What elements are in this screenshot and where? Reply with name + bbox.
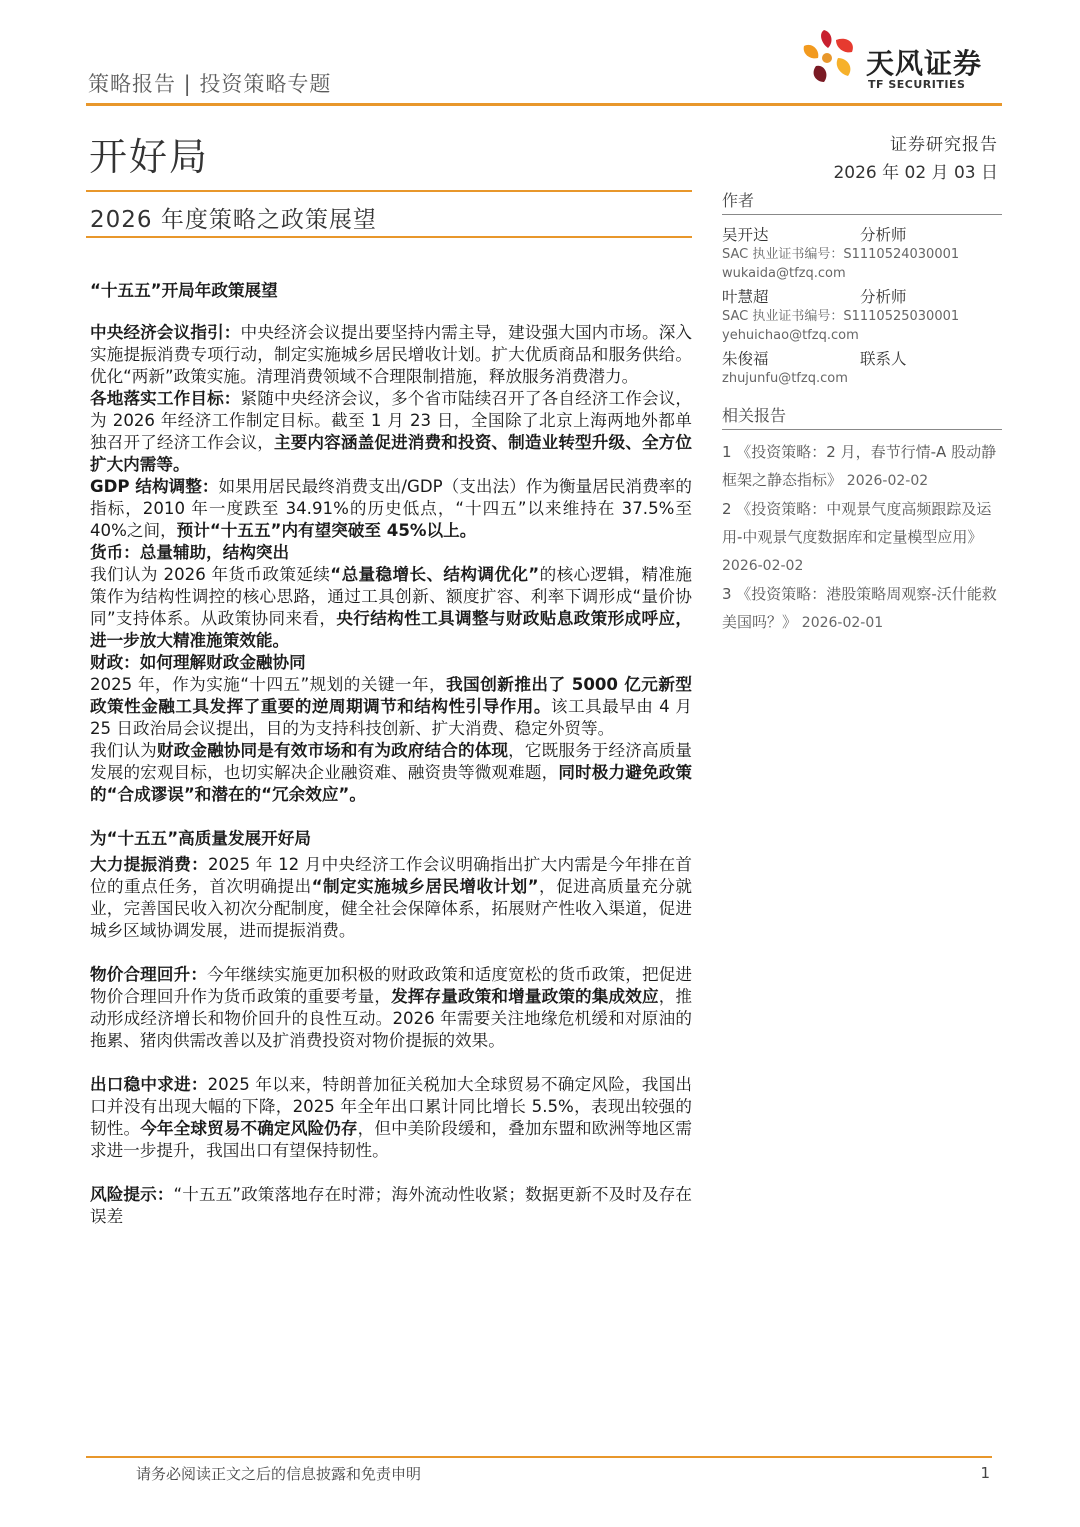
author-email[interactable]: wukaida@tfzq.com bbox=[722, 266, 846, 281]
logo-text: 天风证券 bbox=[866, 47, 983, 80]
section-heading-2: 为“十五五”高质量发展开好局 bbox=[90, 829, 311, 848]
paragraph-fiscal: 2025 年，作为实施“十四五”规划的关键一年，我国创新推出了 5000 亿元新型政策性金融工具发挥了重要的逆周期调节和结构性引导作用。该工具最早由 4 月 25 日政治局会议提出，目的为支持科技创新、扩大消费、稳定外贸等。 bbox=[90, 675, 693, 738]
main-body bbox=[90, 280, 692, 1228]
author-name: 朱俊福 bbox=[722, 350, 769, 368]
author-name: 吴开达 bbox=[722, 226, 769, 244]
related-reports-panel bbox=[722, 403, 1002, 637]
author-entry bbox=[722, 285, 1002, 345]
authors-label: 作者 bbox=[722, 191, 755, 210]
page-title: 开好局 bbox=[89, 135, 210, 179]
paragraph-monetary: 我们认为 2026 年货币政策延续“总量稳增长、结构调优化”的核心逻辑，精准施策作为结构性调控的核心思路，通过工具创新、额度扩容、利率下调形成“量价协同”支持体系。从政策协同来看，央行结构性工具调整与财政贴息政策形成呼应，进一步放大精准施策效能。 bbox=[90, 565, 693, 650]
paragraph-prices: 物价合理回升：今年继续实施更加积极的财政政策和适度宽松的货币政策，把促进物价合理回升作为货币政策的重要考量，发挥存量政策和增量政策的集成效应，推动形成经济增长和物价回升的良性互动。2026 年需要关注地缘危机缓和对原油的拖累、猪肉供需改善以及扩消费投资对物价提振的效果。 bbox=[90, 965, 693, 1050]
company-logo bbox=[796, 22, 1006, 102]
footer-divider bbox=[86, 1456, 992, 1458]
flower-logo-icon bbox=[796, 22, 866, 102]
paragraph-exports: 出口稳中求进：2025 年以来，特朗普加征关税加大全球贸易不确定风险，我国出口并没有出现大幅的下降，2025 年全年出口累计同比增长 5.5%，表现出较强的韧性。今年全球贸易不确定风险仍存，但中美阶段缓和，叠加东盟和欧洲等地区需求进一步提升，我国出口有望保持韧性。 bbox=[90, 1075, 693, 1160]
report-type: 证券研究报告 bbox=[890, 135, 998, 155]
related-divider bbox=[722, 429, 1002, 430]
related-report-item[interactable]: 2 《投资策略：中观景气度高频跟踪及运用-中观景气度数据库和定量模型应用》 2026-02-02 bbox=[722, 500, 992, 574]
author-entry bbox=[722, 347, 1002, 388]
section-heading-1: “十五五”开局年政策展望 bbox=[90, 281, 278, 300]
logo-subtext: TF SECURITIES bbox=[868, 78, 966, 91]
author-role: 分析师 bbox=[860, 288, 907, 306]
paragraph-consumption: 大力提振消费：2025 年 12 月中央经济工作会议明确指出扩大内需是今年排在首位的重点任务，首次明确提出“制定实施城乡居民增收计划”，促进高质量充分就业，完善国民收入初次分配制度，健全社会保障体系，拓展财产性收入渠道，促进城乡区域协调发展，进而提振消费。 bbox=[90, 855, 693, 940]
paragraph-central-meeting: 中央经济会议指引：中央经济会议提出要坚持内需主导，建设强大国内市场。深入实施提振消费专项行动，制定实施城乡居民增收计划。扩大优质商品和服务供给。优化“两新”政策实施。清理消费领域不合理限制措施，释放服务消费潜力。 bbox=[90, 323, 693, 386]
report-category: 策略报告 | 投资策略专题 bbox=[88, 72, 332, 96]
author-role: 联系人 bbox=[860, 350, 907, 368]
subheading-monetary: 货币：总量辅助，结构突出 bbox=[90, 543, 290, 562]
paragraph-risk: 风险提示：“十五五”政策落地存在时滞；海外流动性收紧；数据更新不及时及存在误差 bbox=[90, 1185, 692, 1226]
related-report-item[interactable]: 3 《投资策略：港股策略周观察-沃什能救美国吗？》 2026-02-01 bbox=[722, 585, 997, 631]
paragraph-fiscal-finance: 我们认为财政金融协同是有效市场和有为政府结合的体现，它既服务于经济高质量发展的宏观目标，也切实解决企业融资难、融资贵等微观难题，同时极力避免政策的“合成谬误”和潜在的“冗余效应”。 bbox=[90, 741, 693, 804]
related-report-item[interactable]: 1 《投资策略：2 月，春节行情-A 股动静框架之静态指标》 2026-02-02 bbox=[722, 443, 997, 489]
related-label: 相关报告 bbox=[722, 406, 787, 425]
author-entry bbox=[722, 223, 1002, 283]
footer-disclaimer: 请务必阅读正文之后的信息披露和免责申明 bbox=[136, 1465, 422, 1483]
page-subtitle: 2026 年度策略之政策展望 bbox=[90, 207, 377, 233]
paragraph-gdp-structure: GDP 结构调整：如果用居民最终消费支出/GDP（支出法）作为衡量居民消费率的指标，2010 年一度跌至 34.91%的历史低点，“十四五”以来维持在 37.5%至 40%之间，预计“十五五”内有望突破至 45%以上。 bbox=[90, 477, 692, 540]
subtitle-divider-top bbox=[86, 190, 692, 192]
report-date: 2026 年 02 月 03 日 bbox=[833, 163, 998, 183]
author-role: 分析师 bbox=[860, 226, 907, 244]
author-cert: SAC 执业证书编号：S1110525030001 bbox=[722, 309, 960, 324]
authors-panel bbox=[722, 188, 1002, 388]
author-cert: SAC 执业证书编号：S1110524030001 bbox=[722, 247, 960, 262]
author-email[interactable]: zhujunfu@tfzq.com bbox=[722, 371, 848, 386]
author-name: 叶慧超 bbox=[722, 288, 769, 306]
subheading-fiscal: 财政：如何理解财政金融协同 bbox=[90, 653, 306, 672]
authors-divider bbox=[722, 214, 1002, 215]
page-number: 1 bbox=[980, 1464, 990, 1482]
header-divider bbox=[86, 103, 1002, 106]
subtitle-divider-bottom bbox=[86, 236, 692, 238]
paragraph-local-targets: 各地落实工作目标：紧随中央经济会议，多个省市陆续召开了各自经济工作会议，为 2026 年经济工作制定目标。截至 1 月 23 日，全国除了北京上海两地外都单独召开了经济工作会议，主要内容涵盖促进消费和投资、制造业转型升级、全方位扩大内需等。 bbox=[90, 389, 693, 474]
author-email[interactable]: yehuichao@tfzq.com bbox=[722, 328, 859, 343]
